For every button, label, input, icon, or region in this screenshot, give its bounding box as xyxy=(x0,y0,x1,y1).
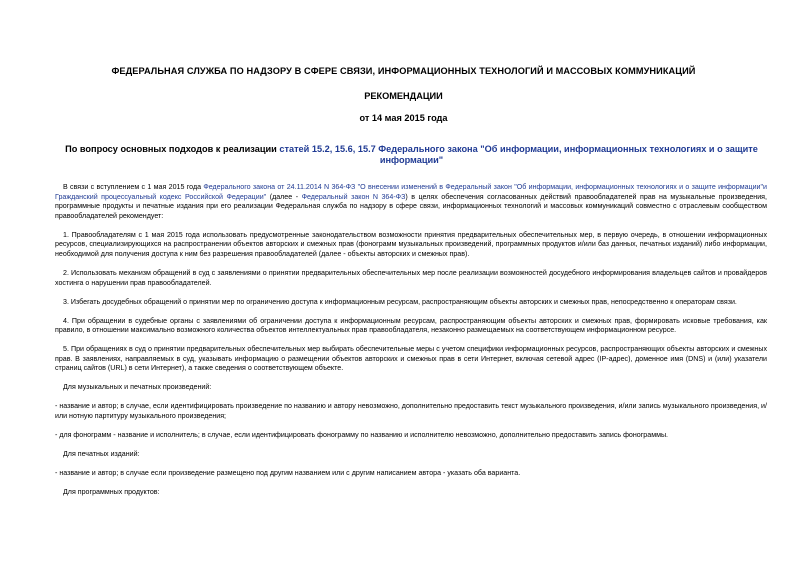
intro-text-1: В связи с вступлением с 1 мая 2015 года xyxy=(63,183,204,191)
subject-law-link[interactable]: статей 15.2, 15.6, 15.7 Федерального закона "Об информации, информационных технологиях и о защите информации" xyxy=(279,144,758,165)
law-364-link[interactable]: Федерального закона от 24.11.2014 N 364-ФЗ "О внесении изменений в Федеральный закон "Об информации, информационных технологиях и о защите информации"и Гражданский процессуальный кодекс Российской Федерации" xyxy=(55,183,767,201)
paragraph-2: 2. Использовать механизм обращений в суд с заявлениями о принятии предварительных обеспечительных мер после реализации возможностей досудебного информирования владельцев сайтов и провайдеров хостинга о нарушении прав правообладателей. xyxy=(55,268,767,287)
document-date: от 14 мая 2015 года xyxy=(359,113,448,123)
print-heading: Для печатных изданий: xyxy=(63,449,140,458)
agency-heading: ФЕДЕРАЛЬНАЯ СЛУЖБА ПО НАДЗОРУ В СФЕРЕ СВЯЗИ, ИНФОРМАЦИОННЫХ ТЕХНОЛОГИЙ И МАССОВЫХ КОММУНИКАЦИЙ xyxy=(111,66,696,76)
music-item-2: - для фонограмм - название и исполнитель; в случае, если идентифицировать фонограмму по названию и исполнителю невозможно, дополнительно предоставить запись фонограммы. xyxy=(55,430,669,439)
document-body xyxy=(55,183,767,507)
music-heading: Для музыкальных и печатных произведений: xyxy=(63,383,212,392)
document-type: РЕКОМЕНДАЦИИ xyxy=(364,91,443,101)
paragraph-3: 3. Избегать досудебных обращений о принятии мер по ограничению доступа к информационным ресурсам, распространяющим объекты авторских и смежных прав, непосредственно к операторам связи. xyxy=(63,297,737,306)
music-item-1: - название и автор; в случае, если идентифицировать произведение по названию и автору невозможно, дополнительно предоставить текст музыкального произведения, и/или запись музыкального произведения, и/или нотную партитуру музыкального произведения; xyxy=(55,402,767,420)
intro-text-3: ) в целях обеспечения согласованных действий правообладателей прав на музыкальные произведения, программные продукты и печатные издания при его реализации Федеральная служба по надзору в сфере связи, информационных технологий и массовых коммуникаций совместно с отраслевым сообществом правообладателей рекомендует: xyxy=(55,192,767,220)
paragraph-1: 1. Правообладателям с 1 мая 2015 года использовать предусмотренные законодательством возможности принятия предварительных обеспечительных мер, в первую очередь, в отношении информационных ресурсов, специализирующихся на распространении объектов авторских и смежных прав (фонограмм музыкальных произведений, программных продуктов и/или баз данных, печатных изданий) либо информации, необходимой для получения доступа к ним без разрешения правообладателей (далее - объекты авторских и смежных прав). xyxy=(55,230,767,258)
intro-text-2: (далее - xyxy=(266,192,302,201)
subject-prefix: По вопросу основных подходов к реализации xyxy=(65,144,280,154)
software-heading: Для программных продуктов: xyxy=(63,487,160,496)
document-subject xyxy=(60,144,763,165)
law-364-short-link[interactable]: Федеральный закон N 364-ФЗ xyxy=(301,192,406,201)
paragraph-4: 4. При обращении в судебные органы с заявлениями об ограничении доступа к информационным ресурсам, распространяющим объекты авторских и смежных прав, формировать исковые требования, как правило, в отношении максимально возможного количества объектов интеллектуальных прав правообладателя, незаконно размещаемых на соответствующем информационном ресурсе. xyxy=(55,316,767,335)
print-item-1: - название и автор; в случае если произведение размещено под другим названием или с другим написанием автора - указать оба варианта. xyxy=(55,468,521,477)
intro-paragraph xyxy=(55,183,767,221)
paragraph-5: 5. При обращениях в суд о принятии предварительных обеспечительных мер выбирать обеспечительные меры с учетом специфики информационных ресурсов, распространяющих объекты авторских и смежных прав. В заявлениях, направляемых в суд, указывать информацию о размещении объектов авторских и смежных прав в сети Интернет, включая сетевой адрес (IP-адрес), доменное имя (DNS) и (или) указатели страниц сайтов (URL) в сети Интернет), а также сведения о соответствующем объекте. xyxy=(55,345,767,373)
